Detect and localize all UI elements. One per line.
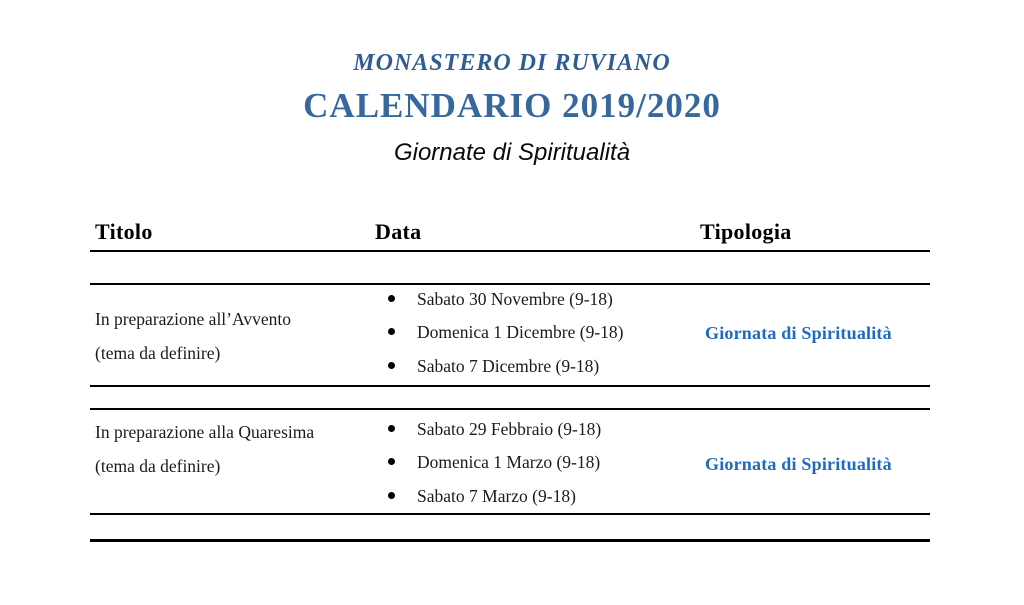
date-text: Sabato 7 Dicembre (9-18)	[417, 355, 600, 376]
event-title-line2: (tema da definire)	[95, 343, 221, 363]
date-list-item	[388, 289, 688, 322]
bullet-icon	[388, 458, 395, 465]
date-list-item	[388, 356, 688, 389]
table-rule-bottom	[90, 539, 930, 542]
page-title: CALENDARIO 2019/2020	[303, 86, 721, 125]
event-tipologia-label: Giornata di Spiritualità	[705, 323, 892, 343]
event-title-cell	[95, 302, 370, 370]
bullet-icon	[388, 425, 395, 432]
bullet-icon	[388, 492, 395, 499]
date-list-item	[388, 486, 688, 519]
table-rule-row1-top	[90, 283, 930, 285]
date-list-item	[388, 452, 688, 485]
event-title-cell	[95, 415, 370, 483]
event-title-line1: In preparazione all’Avvento	[95, 309, 291, 329]
event-dates-cell	[388, 289, 688, 389]
date-list-item	[388, 322, 688, 355]
event-tipologia-label: Giornata di Spiritualità	[705, 454, 892, 474]
table-rule-under-header	[90, 250, 930, 252]
bullet-icon	[388, 295, 395, 302]
column-header-tipologia: Tipologia	[700, 219, 792, 244]
calendar-table	[90, 210, 930, 560]
column-header-titolo: Titolo	[95, 219, 153, 244]
date-text: Sabato 29 Febbraio (9-18)	[417, 419, 602, 439]
page-subtitle: Giornate di Spiritualità	[393, 139, 631, 166]
bullet-icon	[388, 362, 395, 369]
date-text: Domenica 1 Marzo (9-18)	[417, 452, 601, 473]
column-header-data: Data	[375, 219, 422, 244]
event-title-line1: In preparazione alla Quaresima	[95, 422, 315, 442]
table-rule-row2-top	[90, 408, 930, 410]
event-title-line2: (tema da definire)	[95, 456, 221, 476]
bullet-icon	[388, 328, 395, 335]
date-text: Domenica 1 Dicembre (9-18)	[417, 322, 624, 343]
event-dates-cell	[388, 419, 688, 519]
date-list-item	[388, 419, 688, 452]
date-text: Sabato 7 Marzo (9-18)	[417, 485, 576, 506]
organization-name: MONASTERO DI RUVIANO	[353, 50, 671, 76]
date-text: Sabato 30 Novembre (9-18)	[417, 289, 613, 309]
